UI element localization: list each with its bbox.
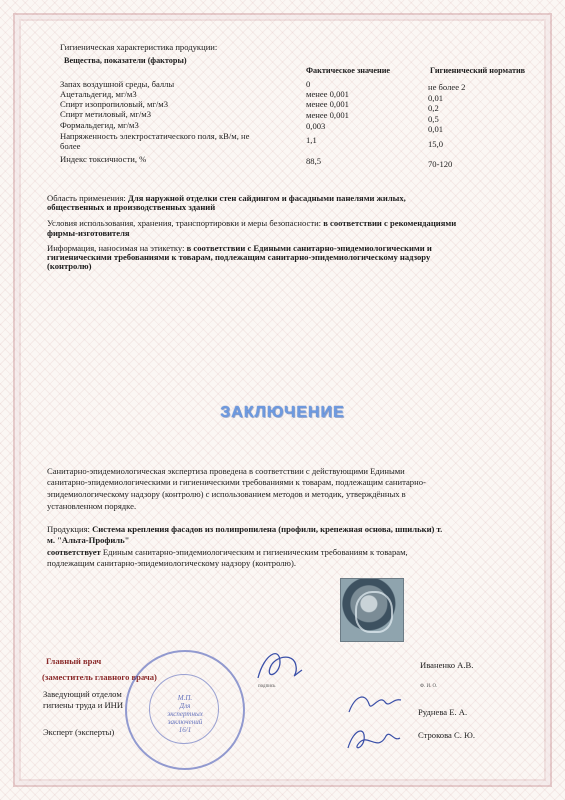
head-signature-icon (345, 688, 405, 718)
hologram-sticker-icon (340, 578, 404, 642)
expertise-line: санитарно-эпидемиологическими и гигиеническими требованиями к товарам, подлежащим санитарно- (47, 477, 426, 487)
header-norm: Гигиенический норматив (430, 66, 526, 75)
head-dept-name: Руднева Е. А. (418, 707, 468, 717)
head-dept-label: Заведующий отделом (43, 689, 122, 699)
chief-doctor-deputy-label: (заместитель главного врача) (42, 672, 157, 682)
certificate-page: Гигиеническая характеристика продукции: Вещества, показатели (факторы) Фактическое значение Гигиенический норматив Запах воздушной среды, баллы 0 не более 2 Ацетальдегид, мг/м3 менее 0,001 0,01 Спирт изопропиловый, мг/м3 менее 0,001 0,2 Спирт метиловый, мг/м3 менее 0,001 0,5 Формальдегид, мг/м3 0,003 0,01 Напряженность электростатического поля, кВ/м, не более 1,1 15,0 Индекс токсичности, % 88,5 70-120 Область применения: Для наружной отделки стен сайдингом и фасадными панелями жилых, общественных и производственных зданий Условия использования, хранения, транспортировки и меры безопасности: в соответствии с рекомендациями фирмы-изготовителя Информация, наносимая на этикетку: в соответствии с Едиными санитарно-эпидемиологическими и гигиеническими требованиями к товарам, подлежащим санитарно-эпидемиологическому надзору (контролю) ЗАКЛЮЧЕНИЕ Санитарно-эпидемиологическая экспертиза проведена в соответствии с действующими Едиными санитарно-эпидемиологическими и гигиеническими требованиями к товарам, подлежащим санитарно- эпидемиологическому надзору (контролю) с использованием методов и методик, утверждённых в установленном порядке. Продукция: Система крепления фасадов из полипропилена (профили, крепежная основа, шпильки) т. м. "Альта-Профиль" соответствует Единым санитарно-эпидемиологическим и гигиеническим требованиям к товарам, подлежащим санитарно-эпидемиологическому надзору (контролю). Главный врач (заместитель главного врача) Иваненко А.В. Ф. И. О. подпись Заведующий отделом гигиены труда и ИНИ Руднева Е. А. Эксперт (эксперты) Строкова С. Ю. М.П. Для экспертных заключений 16/1 (0, 0, 565, 800)
product-field: Продукция: Система крепления фасадов из полипропилена (профили, крепежная основа, шпильки) т. (47, 524, 443, 534)
compliance-line-cont: подлежащим санитарно-эпидемиологическому надзору (контролю). (47, 558, 296, 568)
expertise-line: Санитарно-эпидемиологическая экспертиза проведена в соответствии с действующими Едиными (47, 466, 405, 476)
label-info-value-end: (контролю) (47, 261, 92, 271)
label-info-field: Информация, наносимая на этикетку: в соответствии с Едиными санитарно-эпидемиологическими и (47, 243, 432, 253)
fio-caption: Ф. И. О. (420, 684, 438, 689)
header-actual: Фактическое значение (306, 66, 391, 75)
round-stamp-icon: М.П. Для экспертных заключений 16/1 (125, 650, 245, 770)
chief-signature-icon (250, 640, 310, 690)
expert-signature-icon (342, 722, 404, 756)
application-value-cont: общественных и производственных зданий (47, 202, 216, 212)
application-field: Область применения: Для наружной отделки стен сайдингом и фасадными панелями жилых, (47, 193, 406, 203)
expertise-line: эпидемиологическому надзору (контролю) с использованием методов и методик, утверждённых в (47, 489, 406, 499)
conditions-field: Условия использования, хранения, транспортировки и меры безопасности: в соответствии с рекомендациями (47, 218, 457, 228)
head-dept-label-cont: гигиены труда и ИНИ (43, 700, 124, 710)
chief-doctor-label: Главный врач (46, 656, 102, 666)
label-info-value-cont: гигиеническими требованиями к товарам, подлежащим санитарно-эпидемиологическому надзору (47, 252, 431, 262)
conditions-value-cont: фирмы-изготовителя (47, 228, 130, 238)
chief-doctor-name: Иваненко А.В. (420, 660, 474, 670)
signature-caption: подпись (258, 684, 276, 689)
product-value-cont: м. "Альта-Профиль" (47, 535, 130, 545)
conclusion-title: ЗАКЛЮЧЕНИЕ (220, 404, 345, 421)
header-substance: Вещества, показатели (факторы) (64, 56, 187, 65)
expertise-line: установленном порядке. (47, 501, 137, 511)
compliance-line: соответствует Единым санитарно-эпидемиологическим и гигиеническим требованиям к товарам, (47, 547, 408, 557)
expert-name: Строкова С. Ю. (418, 730, 476, 740)
section-title: Гигиеническая характеристика продукции: (60, 42, 218, 52)
expert-label: Эксперт (эксперты) (43, 727, 115, 737)
